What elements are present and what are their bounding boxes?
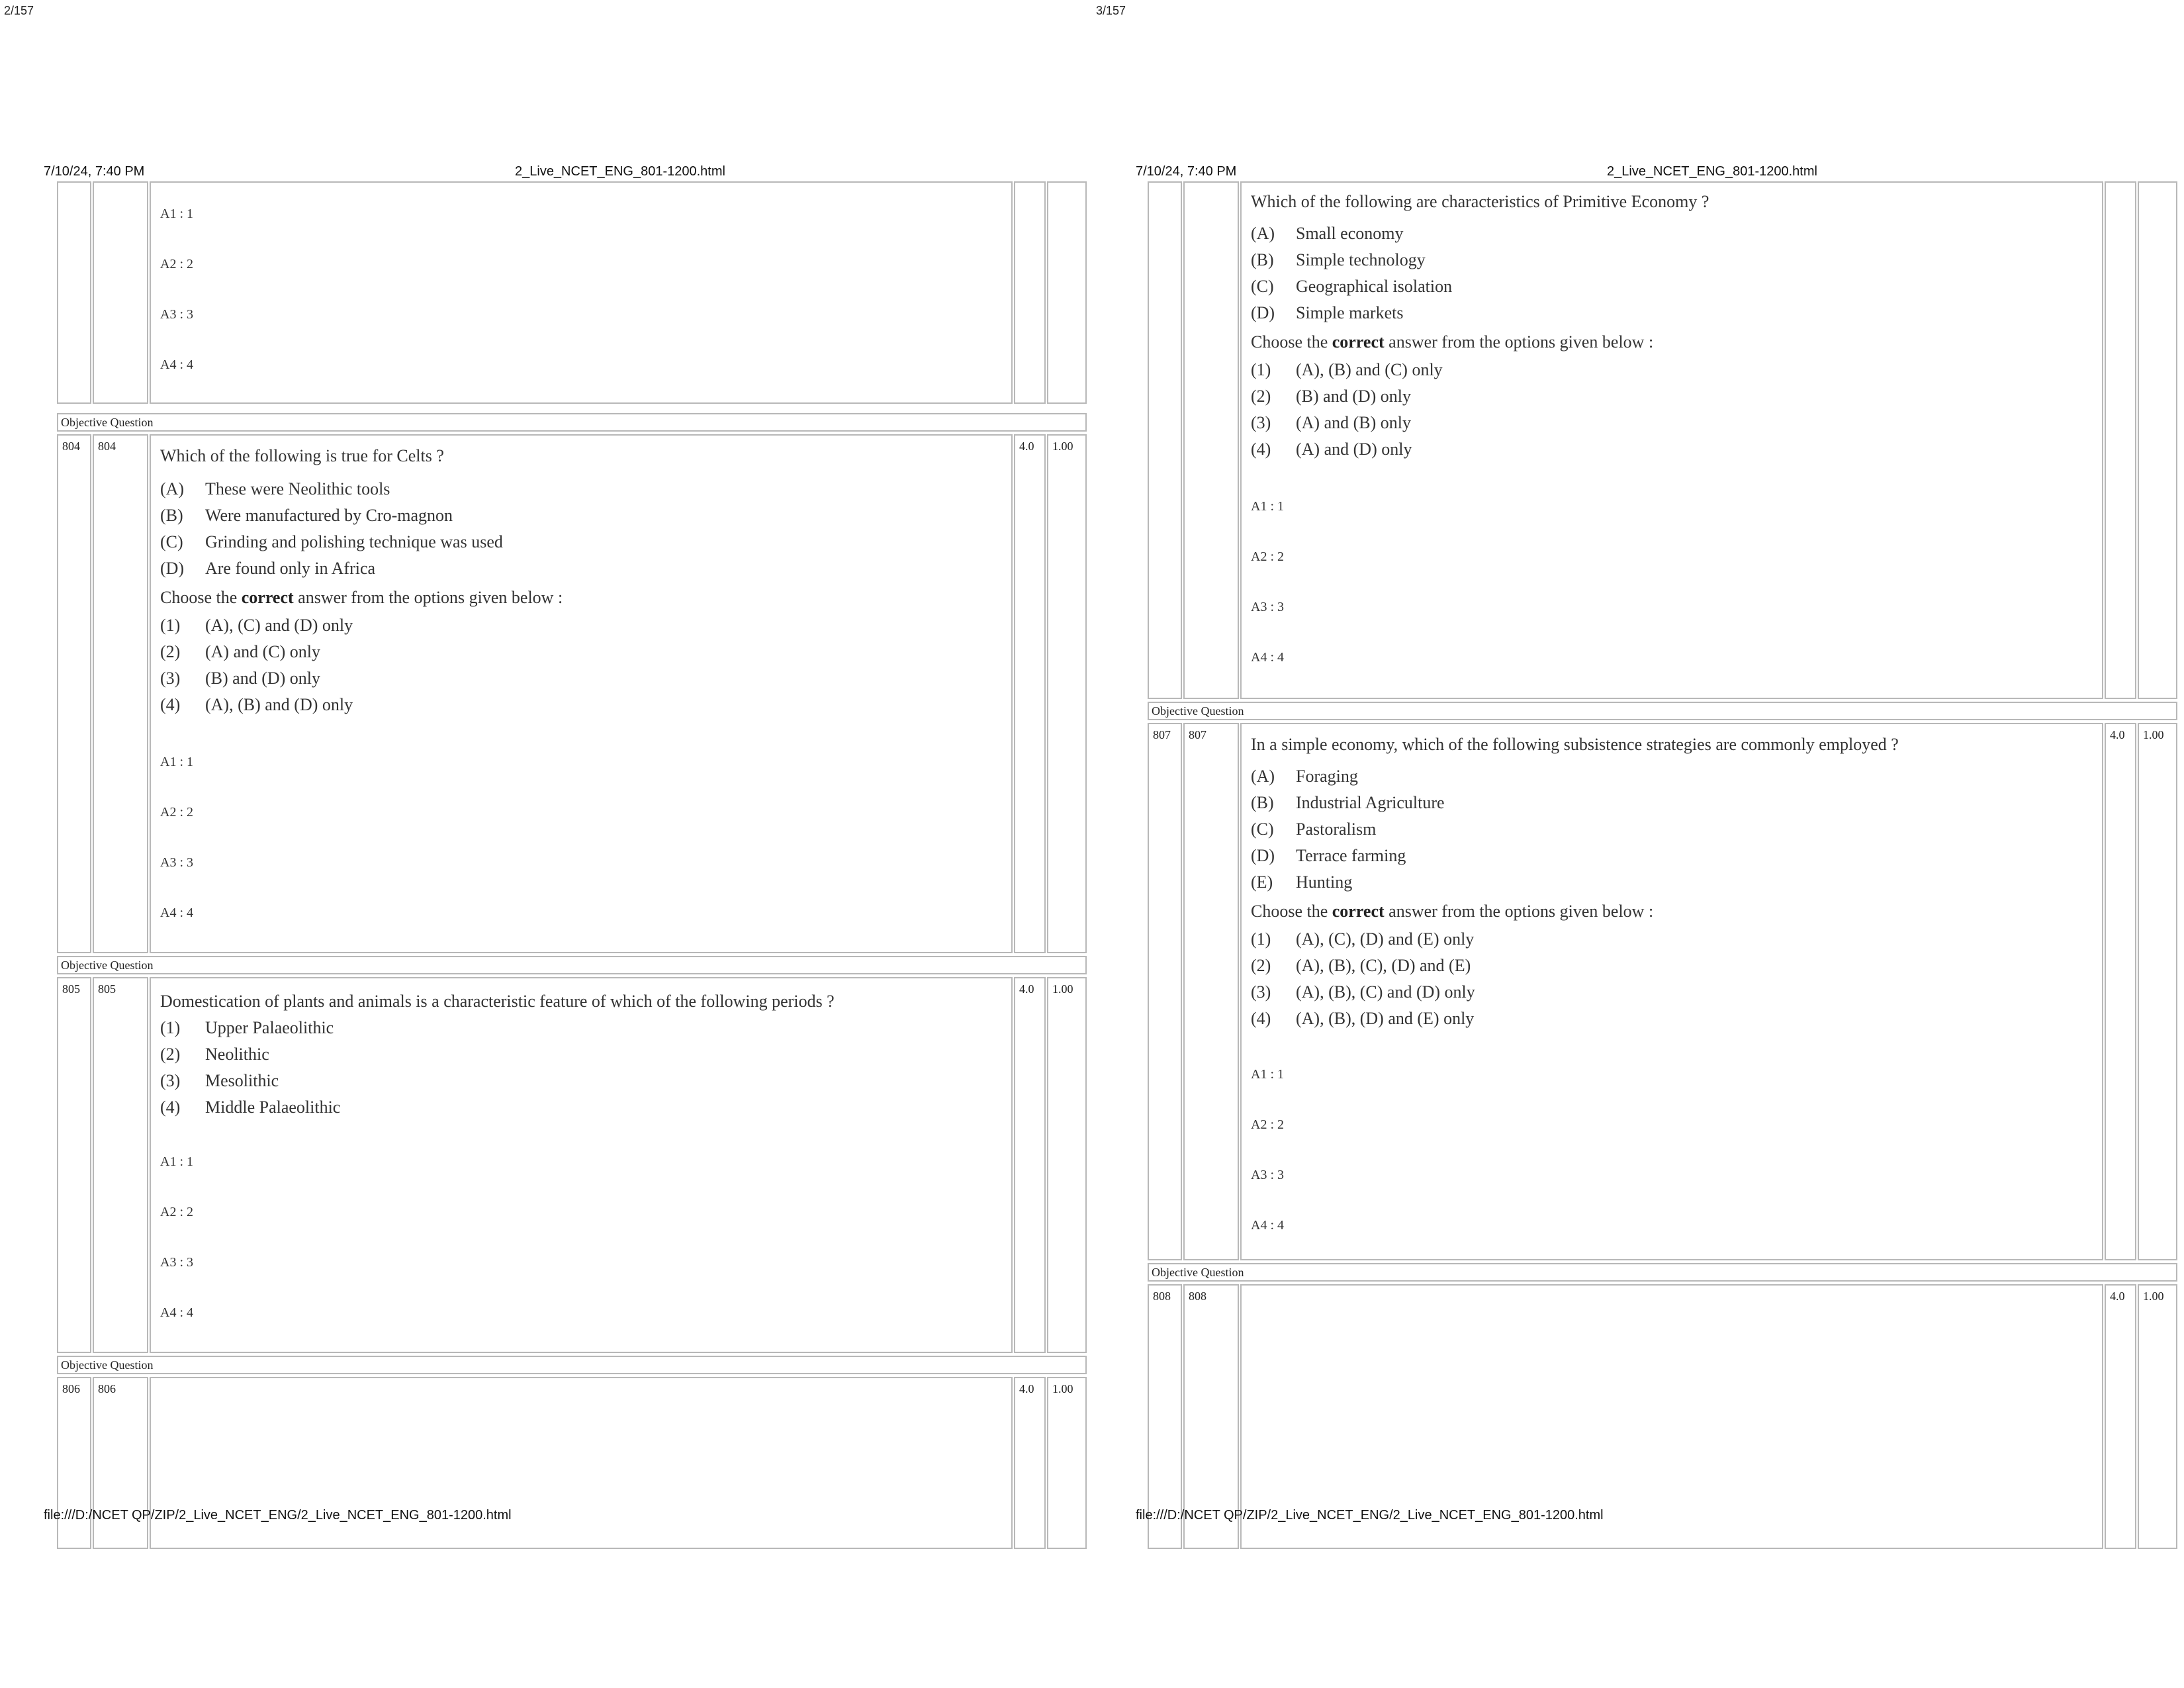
question-body (150, 1377, 1013, 1549)
option: (3) (B) and (D) only (160, 669, 321, 688)
answer-key: A3 : 3 (1251, 600, 1284, 614)
marks: 4.0 (1019, 982, 1034, 996)
serial-number: 806 (62, 1382, 80, 1395)
answer-key: A3 : 3 (1251, 1168, 1284, 1182)
section-label: Objective Question (1148, 702, 2177, 720)
marks: 4.0 (1019, 1382, 1034, 1395)
statement: (E) Hunting (1251, 872, 1353, 892)
statement: (C) Geographical isolation (1251, 277, 1453, 296)
section-label: Objective Question (1148, 1263, 2177, 1282)
question-id: 808 (1189, 1289, 1206, 1303)
serial-number: 805 (62, 982, 80, 996)
question-body (150, 977, 1013, 1353)
question-text: Domestication of plants and animals is a characteristic feature of which of the following periods ? (160, 992, 835, 1011)
answer-key: A3 : 3 (160, 307, 193, 322)
question-body (150, 181, 1013, 404)
page-footer-path: file:///D:/NCET QP/ZIP/2_Live_NCET_ENG/2_Live_NCET_ENG_801-1200.html (44, 1508, 512, 1523)
page-number: 3/157 (1096, 4, 1126, 17)
answer-key: A3 : 3 (160, 1255, 193, 1270)
question-body (150, 434, 1013, 953)
answer-key: A1 : 1 (160, 755, 193, 769)
answer-key: A2 : 2 (160, 257, 193, 271)
option: (1) (A), (C) and (D) only (160, 616, 353, 635)
answer-key: A1 : 1 (160, 207, 193, 221)
question-frame (57, 188, 1073, 1503)
option: (4) (A), (B) and (D) only (160, 695, 353, 714)
answer-key: A3 : 3 (160, 855, 193, 870)
option: (1) (A), (C), (D) and (E) only (1251, 929, 1475, 949)
answer-key: A2 : 2 (160, 805, 193, 820)
marks: 4.0 (1019, 440, 1034, 453)
answer-key: A1 : 1 (1251, 499, 1284, 514)
section-label: Objective Question (57, 1356, 1087, 1374)
question-body (1240, 723, 2103, 1260)
question-id: 806 (98, 1382, 116, 1395)
question-text: Which of the following are characteristics of Primitive Economy ? (1251, 192, 1709, 211)
page-header-title: 2_Live_NCET_ENG_801-1200.html (1607, 164, 1817, 179)
statement: (C) Pastoralism (1251, 820, 1377, 839)
answer-key: A1 : 1 (160, 1154, 193, 1169)
page-header-date: 7/10/24, 7:40 PM (1136, 164, 1237, 179)
page-3 (1092, 0, 2184, 1688)
question-id: 805 (98, 982, 116, 996)
option: (4) (A) and (D) only (1251, 440, 1412, 459)
page-number: 2/157 (4, 4, 34, 17)
serial-number: 808 (1153, 1289, 1171, 1303)
question-table-806 (57, 1377, 1073, 1549)
option: (4) Middle Palaeolithic (160, 1098, 341, 1117)
question-table-807 (1148, 723, 2164, 1260)
page-footer-path: file:///D:/NCET QP/ZIP/2_Live_NCET_ENG/2_Live_NCET_ENG_801-1200.html (1136, 1508, 1604, 1523)
answer-key: A4 : 4 (1251, 1218, 1284, 1233)
option: (1) Upper Palaeolithic (160, 1018, 334, 1037)
negative-marks: 1.00 (2143, 728, 2164, 741)
option: (3) Mesolithic (160, 1071, 279, 1090)
negative-marks: 1.00 (1052, 982, 1073, 996)
negative-marks: 1.00 (1052, 1382, 1073, 1395)
answer-key: A4 : 4 (160, 1305, 193, 1320)
option: (2) (A) and (C) only (160, 642, 321, 661)
statement: (D) Simple markets (1251, 303, 1404, 322)
option: (2) (B) and (D) only (1251, 387, 1412, 406)
marks: 4.0 (2110, 1289, 2125, 1303)
question-frame (1148, 188, 2164, 1503)
option: (2) (A), (B), (C), (D) and (E) (1251, 956, 1471, 975)
choose-instruction: Choose the correct answer from the options given below : (160, 588, 563, 607)
negative-marks: 1.00 (1052, 440, 1073, 453)
option: (4) (A), (B), (D) and (E) only (1251, 1009, 1475, 1028)
answer-key: A2 : 2 (1251, 1117, 1284, 1132)
marks: 4.0 (2110, 728, 2125, 741)
answer-key: A1 : 1 (1251, 1067, 1284, 1082)
question-table-continued (57, 181, 1036, 404)
statement: (B) Were manufactured by Cro-magnon (160, 506, 453, 525)
answer-key: A2 : 2 (160, 1205, 193, 1219)
statement: (A) These were Neolithic tools (160, 479, 390, 498)
negative-marks: 1.00 (2143, 1289, 2164, 1303)
page-header-title: 2_Live_NCET_ENG_801-1200.html (515, 164, 725, 179)
statement: (A) Foraging (1251, 767, 1358, 786)
serial-number: 804 (62, 440, 80, 453)
option: (1) (A), (B) and (C) only (1251, 360, 1443, 379)
option: (2) Neolithic (160, 1045, 269, 1064)
answer-key: A4 : 4 (160, 357, 193, 372)
question-id: 804 (98, 440, 116, 453)
option: (3) (A) and (B) only (1251, 413, 1412, 432)
section-label: Objective Question (57, 413, 1087, 432)
answer-key: A4 : 4 (160, 906, 193, 920)
answer-key: A4 : 4 (1251, 650, 1284, 665)
question-text: Which of the following is true for Celts ? (160, 446, 444, 465)
question-id: 807 (1189, 728, 1206, 741)
statement: (B) Simple technology (1251, 250, 1426, 269)
choose-instruction: Choose the correct answer from the options given below : (1251, 332, 1654, 352)
serial-number: 807 (1153, 728, 1171, 741)
answer-key: A2 : 2 (1251, 549, 1284, 564)
question-table-805 (57, 977, 1073, 1353)
question-body (1240, 181, 2103, 699)
statement: (D) Are found only in Africa (160, 559, 376, 578)
statement: (D) Terrace farming (1251, 846, 1406, 865)
statement: (B) Industrial Agriculture (1251, 793, 1445, 812)
section-label: Objective Question (57, 956, 1087, 974)
choose-instruction: Choose the correct answer from the options given below : (1251, 902, 1654, 921)
page-header-date: 7/10/24, 7:40 PM (44, 164, 145, 179)
option: (3) (A), (B), (C) and (D) only (1251, 982, 1475, 1002)
statement: (A) Small economy (1251, 224, 1404, 243)
statement: (C) Grinding and polishing technique was used (160, 532, 503, 551)
question-table-804 (57, 434, 1073, 953)
question-table-continued (1148, 181, 2127, 699)
question-text: In a simple economy, which of the following subsistence strategies are commonly employed ? (1251, 735, 1899, 754)
